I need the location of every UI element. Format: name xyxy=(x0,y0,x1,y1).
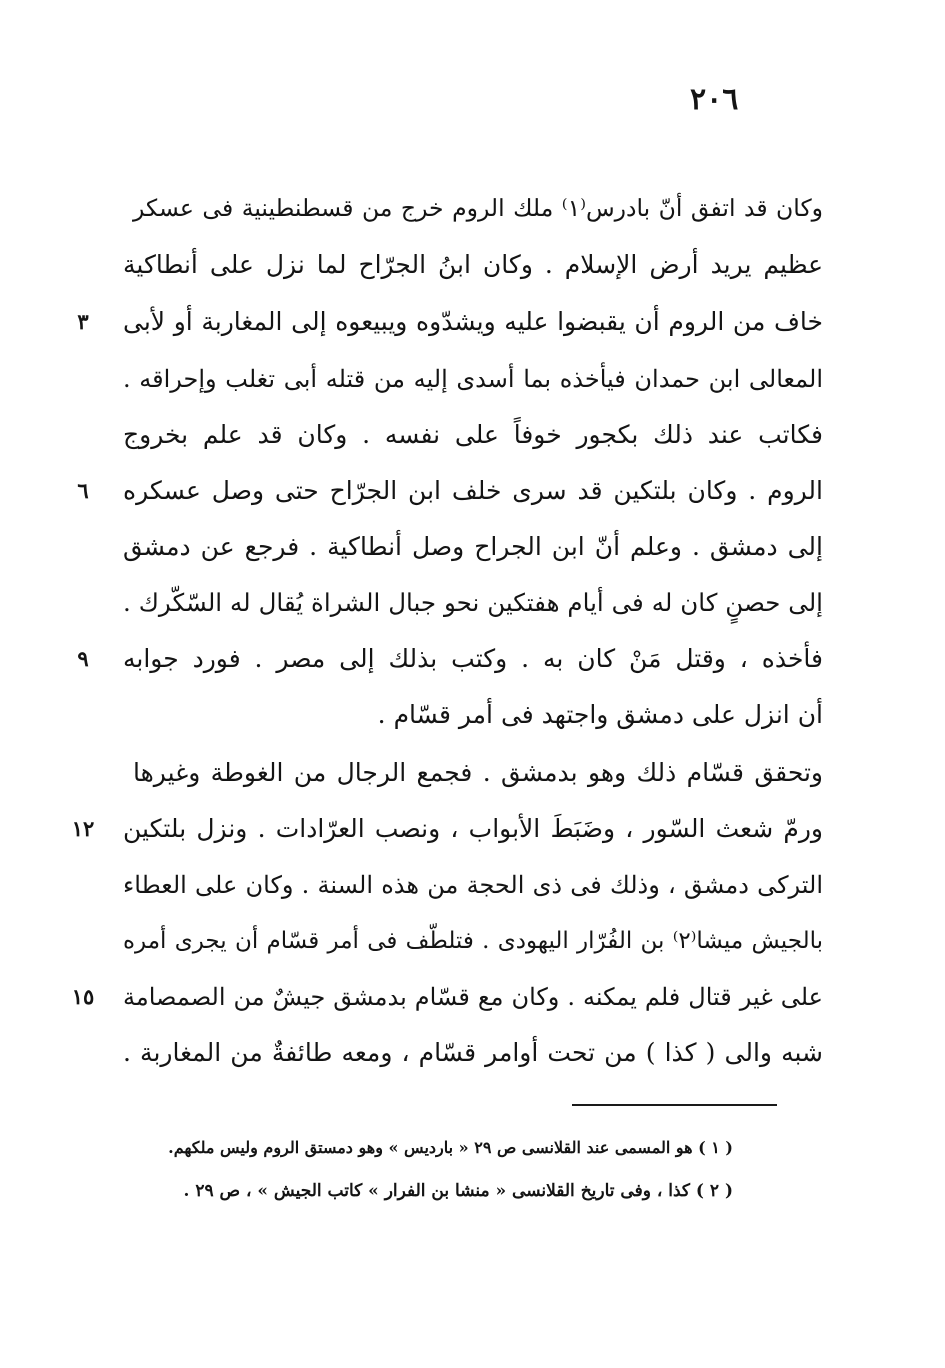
line-number-3: ٣ xyxy=(77,309,89,334)
text-line-11: وتحقق قسّام ذلك وهو بدمشق . فجمع الرجال من الغوطة وغيرها xyxy=(133,758,823,787)
text-line-12: ورمّ شعث السّور ، وضَبَطَ الأبواب ، ونصب العرّادات . ونزل بلتكين xyxy=(123,814,823,843)
line-number-12: ١٢ xyxy=(71,816,95,841)
text-line-9: فأخذه ، وقتل مَنْ كان به . وكتب بذلك إلى مصر . فورد جوابه xyxy=(123,644,823,673)
text-line-5: فكاتب عند ذلك بكجور خوفاً على نفسه . وكان قد علم بخروج xyxy=(123,420,823,449)
text-line-14: بالجيش ميشا⁽٢⁾ بن الفُرّار اليهودى . فتلطّف فى أمر قسّام أن يجرى أمره xyxy=(123,928,823,954)
line-number-9: ٩ xyxy=(77,646,89,671)
line-number-6: ٦ xyxy=(77,478,89,503)
text-line-7: إلى دمشق . وعلم أنّ ابن الجراح وصل أنطاكية . فرجع عن دمشق xyxy=(123,532,823,561)
line-number-15: ١٥ xyxy=(71,984,95,1009)
text-line-4: المعالى ابن حمدان فيأخذه بما أسدى إليه من قتله أبى تغلب وإحراقه . xyxy=(123,365,823,393)
text-line-1: وكان قد اتفق أنّ بادرس⁽١⁾ ملك الروم خرج من قسطنطينية فى عسكر xyxy=(133,194,823,222)
page-number: ٢٠٦ xyxy=(690,82,739,117)
text-line-6: الروم . وكان بلتكين قد سرى خلف ابن الجرّاح حتى وصل عسكره xyxy=(123,476,823,505)
text-line-2: عظيم يريد أرض الإسلام . وكان ابنُ الجرّاح لما نزل على أنطاكية xyxy=(123,250,823,279)
text-line-16: شبه والى ( كذا ) من تحت أوامر قسّام ، ومعه طائفةٌ من المغاربة . xyxy=(123,1038,823,1067)
footnote-2: ( ٢ ) كذا ، وفى تاريخ القلانسى « منشا بن الفرار » كاتب الجيش » ، ص ٢٩ . xyxy=(183,1181,733,1201)
footnote-1: ( ١ ) هو المسمى عند القلانسى ص ٢٩ « بارديس » وهو دمستق الروم وليس ملكهم. xyxy=(168,1138,733,1157)
footnote-separator xyxy=(572,1104,777,1106)
text-line-3: خاف من الروم أن يقبضوا عليه ويشدّوه ويبيعوه إلى المغاربة أو لأبى xyxy=(123,307,823,336)
text-line-13: التركى دمشق ، وذلك فى ذى الحجة من هذه السنة . وكان على العطاء xyxy=(123,871,824,899)
text-line-8: إلى حصنٍ كان له فى أيام هفتكين نحو جبال الشراة يُقال له السّكّرك . xyxy=(123,588,823,617)
text-line-15: على غير قتال فلم يمكنه . وكان مع قسّام بدمشق جيشٌ من الصمصامة xyxy=(123,983,823,1011)
text-line-10: أن انزل على دمشق واجتهد فى أمر قسّام . xyxy=(377,700,823,729)
